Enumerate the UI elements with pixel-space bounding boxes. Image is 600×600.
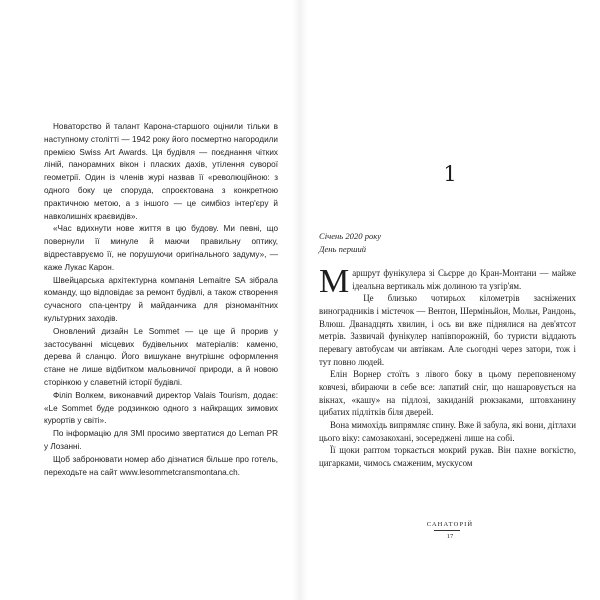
epigraph-day: День перший <box>319 243 367 254</box>
drop-cap: М <box>319 263 350 300</box>
footer-rule <box>434 530 460 531</box>
first-paragraph <box>319 263 576 300</box>
body-paragraph: Елін Ворнер стоїть з лівого боку в цьому переповненому ковчезі, вбираючи в себе все: лапатий сніг, що нашаровується на вікнах, «кашу» на підлозі, закиданій рюкзаками, штовханину цибатих підлітків біля дверей. <box>319 369 576 418</box>
left-paragraph: Оновлений дизайн Le Sommet — це ще й прорив у застосуванні місцевих будівельних матеріалів: каменю, дерева й сланцю. Його вишукане внутрішнє оформлення стане не лише відбитком мальовничої природи, а й новою сторінкою у славетній історії будівлі. <box>44 326 278 387</box>
page-number: 17 <box>446 533 454 540</box>
first-paragraph-text: аршрут фунікулера зі Сьєрре до Кран-Монтани — майже ідеальна вертикаль між долиною та узгір'ям. <box>352 268 576 291</box>
right-page <box>300 0 600 600</box>
body-paragraph: Її щоки раптом торкається мокрий рукав. Він пахне вогкістю, цигарками, чимось смаженим, мускусом <box>319 445 576 468</box>
left-paragraph: Щоб забронювати номер або дізнатися більше про готель, переходьте на сайт www.lesommetcransmontana.ch. <box>44 454 278 477</box>
epigraph-date: Січень 2020 року <box>319 231 382 241</box>
left-paragraph: Швейцарська архітектурна компанія Lemaitre SA зібрала команду, що відповідає за ремонт будівлі, а також створення сучасного спа-центру й майданчика для різноманітних культурних заходів. <box>44 275 278 323</box>
left-paragraph: По інформацію для ЗМІ просимо звертатися до Leman PR у Лозанні. <box>44 429 278 451</box>
body-paragraph: Вона мимохідь випрямляє спину. Вже й забула, які вони, дітлахи цього віку: самозакохані, зосереджені лише на собі. <box>319 419 576 443</box>
running-footer: САНАТОРІЙ <box>426 521 474 528</box>
chapter-body <box>319 263 576 470</box>
left-paragraph: Новаторство й талант Карона-старшого оцінили тільки в наступному столітті — 1942 року його посмертно нагородили премією Swiss Art Awards. Ця будівля — поєднання чітких ліній, панорамних вікон і пласких дахів, утілення суворої геометрії. Один із членів журі назвав її «революційною: з одного боку це споруда, спроєктована з конкретною практичною метою, а з іншого — це симбіоз інтер'єру й навколишніх краєвидів». <box>44 122 278 221</box>
body-paragraph: Це близько чотирьох кілометрів засніжених виноградників і містечок — Вентон, Шерміньйон, Мольн, Рандонь, Влюш. Дванадцять хвилин, і ось ви вже піднялися на дев'ятсот метрів. Зазвичай фунікулер напівпорожній, бо туристи віддають перевагу автобусам чи автівкам. Але сьогодні через затори, тож і тут повно людей. <box>319 293 576 367</box>
left-paragraph: Філіп Волкем, виконавчий директор Valais Tourism, додає: «Le Sommet буде родзинкою одного з найкращих зимових курортів у світі». <box>44 390 278 426</box>
chapter-epigraph <box>319 230 519 256</box>
left-paragraph: «Час вдихнути нове життя в цю будову. Ми певні, що повернули її минуле й маючи правильну оптику, відреставруємо її, не порушуючи оригінального задуму», — каже Лукас Карон. <box>44 224 278 272</box>
left-page-text <box>44 121 278 479</box>
chapter-number: 1 <box>443 162 457 186</box>
